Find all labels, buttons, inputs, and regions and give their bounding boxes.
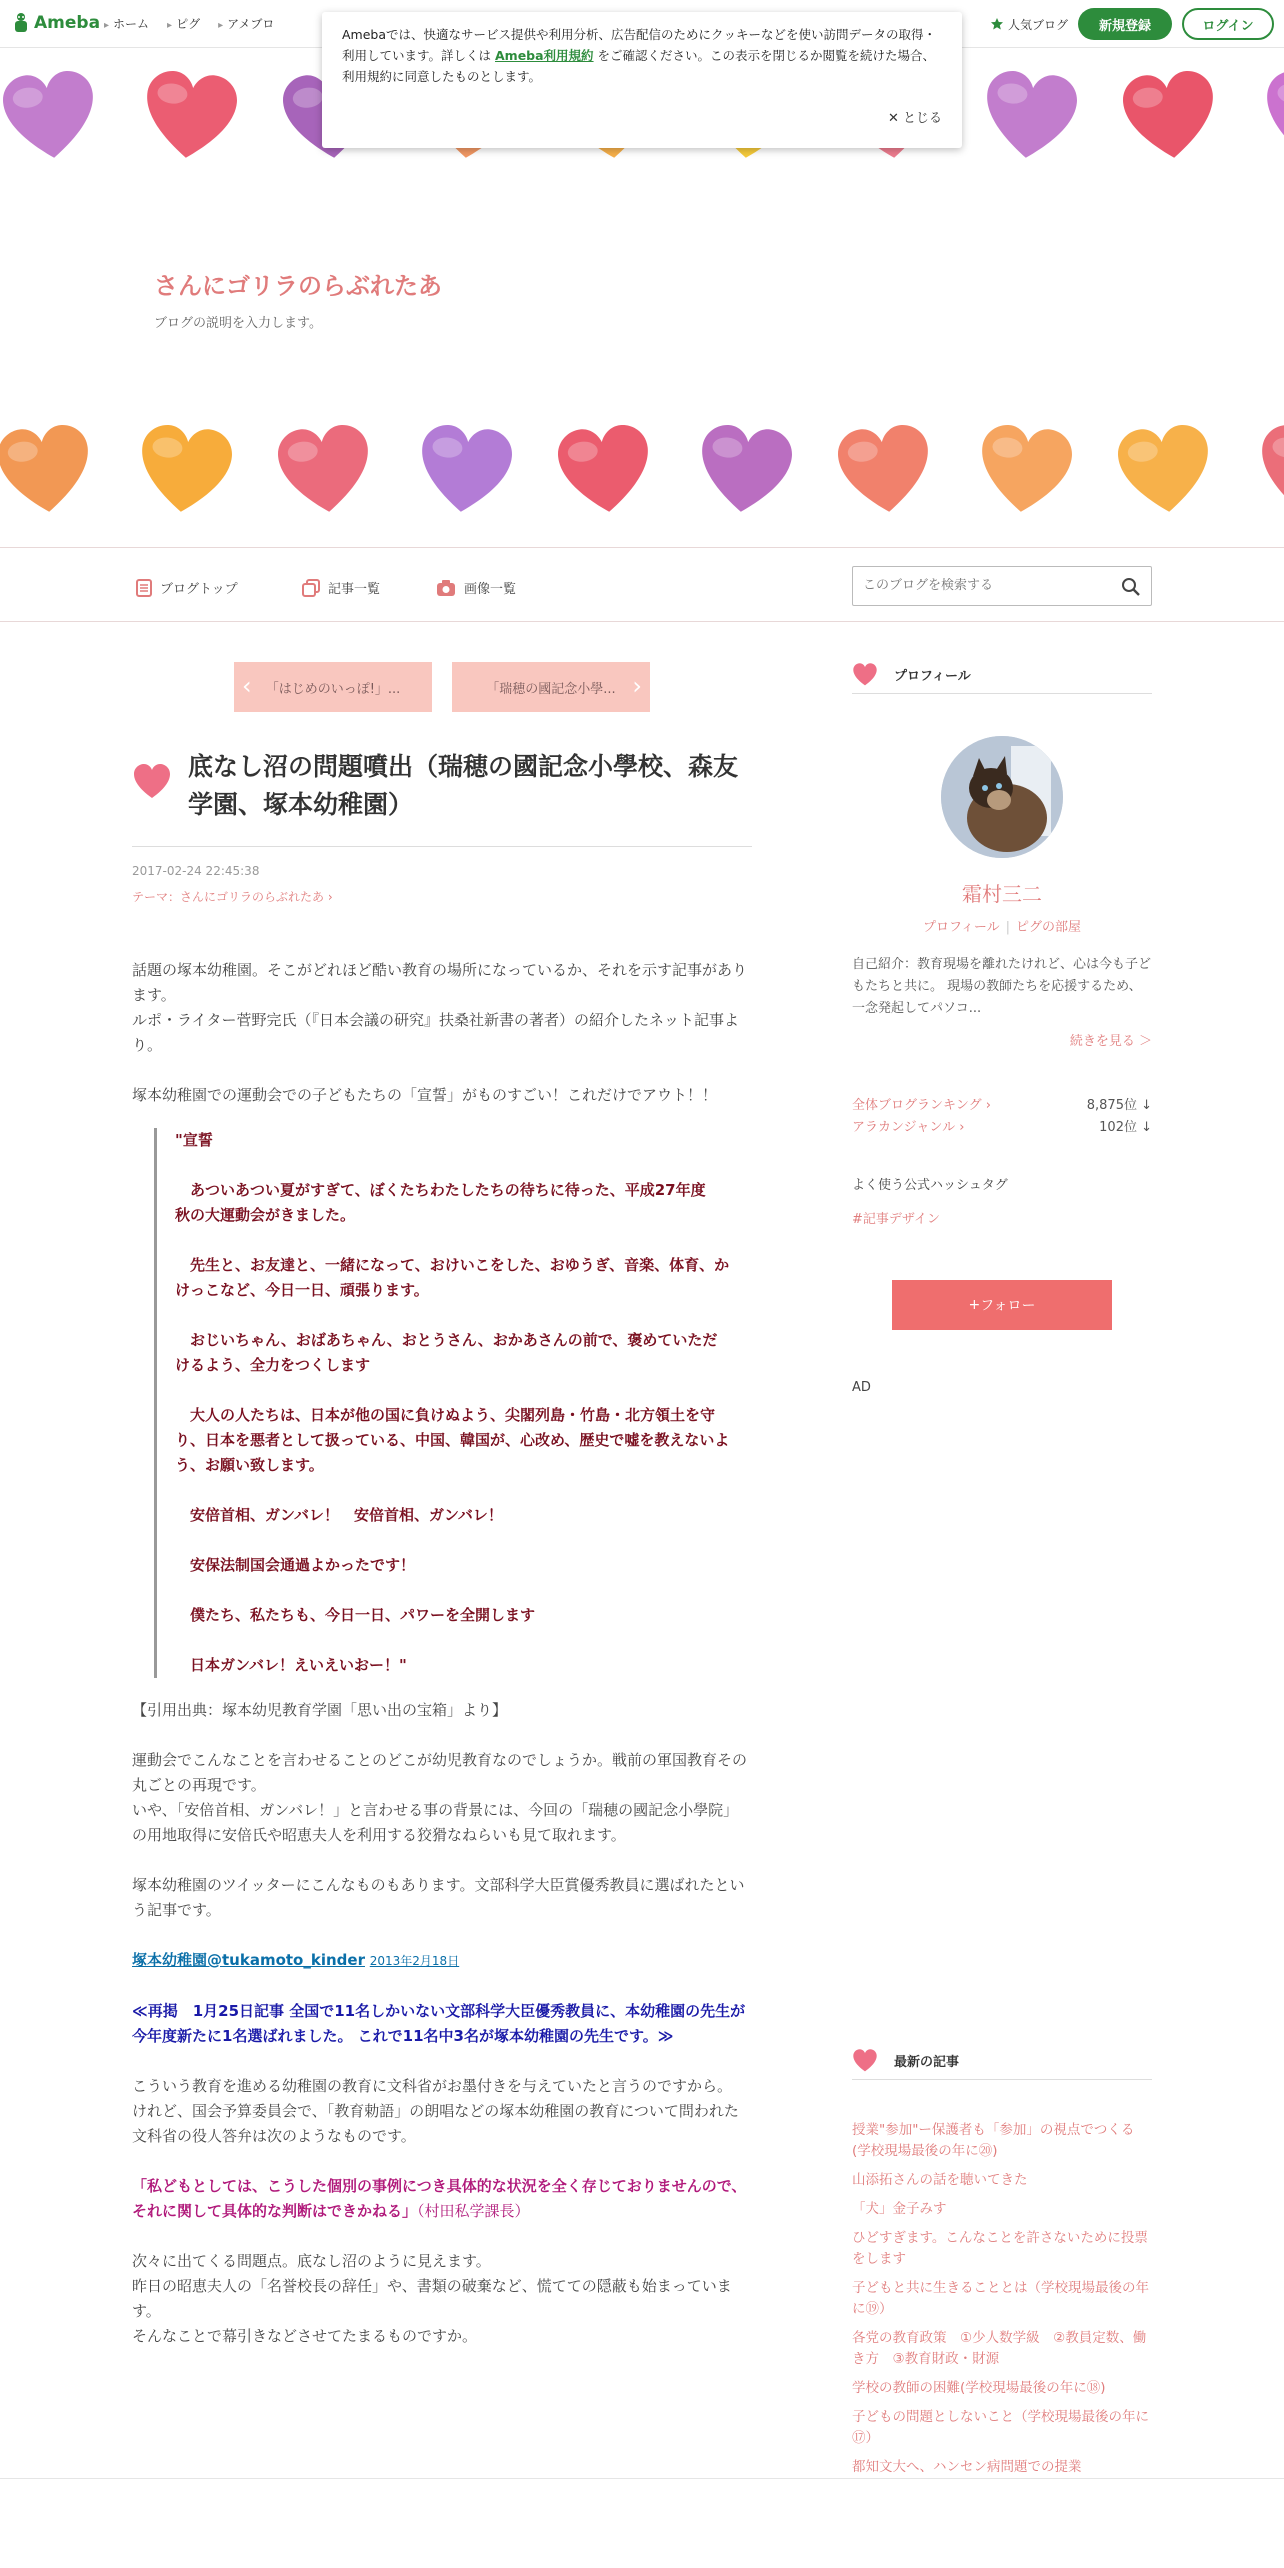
quote-line: 大人の人たちは、日本が他の国に負けぬよう、尖閣列島・竹島・北方領土を守り、日本を悪者として扱っている、中国、韓国が、心改め、歴史で嘘を教えないよう、お願い致します。 xyxy=(175,1406,730,1474)
prev-article-button[interactable] xyxy=(234,662,432,712)
article-theme-label: テーマ：さんにゴリラのらぶれたあ xyxy=(132,890,325,904)
heart-icon xyxy=(270,417,380,527)
star-icon xyxy=(990,17,1004,31)
quote-line: 安保法制国会通過よかったです！ xyxy=(190,1556,416,1574)
profile-heading xyxy=(852,656,1152,694)
heart-decoration-bottom xyxy=(0,422,1284,532)
next-article-label: 「瑞穂の國記念小學... xyxy=(486,681,616,697)
chevron-right-icon: ▸ xyxy=(104,20,110,31)
ranking-value: 8,875位 ↓ xyxy=(1086,1098,1152,1113)
heart-icon xyxy=(130,417,240,527)
cookie-text-after: をご確認ください。この表示を閉じるか閲覧を続けた場合、利用規約に同意したものとします。 xyxy=(342,48,936,84)
article-paragraph: けれど、国会予算委員会で、「教育勅語」の朗唱などの塚本幼稚園の教育について問われた文科省の役人答弁は次のようなものです。 xyxy=(132,2102,739,2145)
avatar[interactable] xyxy=(941,736,1063,858)
quote-line: 安倍首相、ガンバレ！ 安倍首相、ガンバレ！ xyxy=(190,1506,503,1524)
ministry-answer-attribution: （村田私学課長） xyxy=(417,2202,530,2220)
tweet-quote: ≪再掲 1月25日記事 全国で11名しかいない文部科学大臣優秀教員に、本幼稚園の先生が今年度新たに1名選ばれました。 これで11名中3名が塚本幼稚園の先生です。≫ xyxy=(132,2002,746,2045)
profile-intro: 自己紹介：教育現場を離れたけれど、心は今も子どもたちと共に。 現場の教師たちを応援するため、一念発起してパソコ... xyxy=(852,957,1152,1016)
article-paragraph: 話題の塚本幼稚園。そこがどれほど酷い教育の場所になっているか、それを示す記事があります。 xyxy=(132,961,748,1004)
article-paragraph: 昨日の昭恵夫人の「名誉校長の辞任」や、書類の破棄など、慌てての隠蔽も始まっています。 xyxy=(132,2277,732,2320)
next-article-button[interactable] xyxy=(452,662,650,712)
heart-icon xyxy=(1255,63,1284,173)
register-button[interactable]: 新規登録 xyxy=(1078,8,1172,40)
profile-link[interactable]: プロフィール xyxy=(922,920,1000,935)
heart-icon xyxy=(132,762,172,802)
subnav-label: 画像一覧 xyxy=(464,582,517,597)
blog-title[interactable]: さんにゴリラのらぶれたあ xyxy=(154,272,442,300)
hashtag-link[interactable]: #記事デザイン xyxy=(852,1212,940,1227)
cookie-notice xyxy=(322,12,962,148)
heart-icon xyxy=(0,63,105,173)
login-button[interactable]: ログイン xyxy=(1182,8,1274,40)
quote-line: おじいちゃん、おばあちゃん、おとうさん、おかあさんの前で、褒めていただけるよう、全力をつくします xyxy=(175,1331,718,1374)
quote-line: あついあつい夏がすぎて、ぼくたちわたしたちの待ちに待った、平成27年度 秋の大運動会がきました。 xyxy=(175,1181,721,1224)
article-theme-link[interactable] xyxy=(132,888,333,905)
chevron-right-icon: › xyxy=(959,1120,965,1135)
global-nav-right xyxy=(990,8,1274,40)
subnav-article-list[interactable] xyxy=(302,578,380,597)
quote-line: "宣誓 xyxy=(175,1131,213,1149)
plus-icon: + xyxy=(968,1297,981,1313)
ranking-link[interactable] xyxy=(852,1094,991,1113)
popular-blogs-label: 人気ブログ xyxy=(1007,17,1068,32)
recent-article-link[interactable]: 授業"参加"ー保護者も「参加」の視点でつくる(学校現場最後の年に⑳) xyxy=(852,2122,1135,2159)
article-header xyxy=(132,748,752,847)
global-nav-links xyxy=(104,15,274,32)
heart-icon xyxy=(410,417,520,527)
search-icon[interactable] xyxy=(1121,577,1141,597)
recent-articles-heading xyxy=(852,2042,1152,2080)
recent-article-link[interactable]: 学校の教師の困難(学校現場最後の年に⑱) xyxy=(852,2380,1106,2396)
subnav-image-list[interactable] xyxy=(436,578,516,597)
pig-room-link[interactable]: ピグの部屋 xyxy=(1016,920,1082,935)
heart-icon xyxy=(1110,417,1220,527)
recent-article-link[interactable]: 子どもの問題としないこと（学校現場最後の年に⑰） xyxy=(852,2409,1149,2446)
recent-article-link[interactable]: 都知文大へ、ハンセン病問題での提業 xyxy=(852,2459,1082,2475)
quote-line: 先生と、お友達と、一緒になって、おけいこをした、おゆうぎ、音楽、体育、かけっこなど、今日一日、頑張ります。 xyxy=(175,1256,730,1299)
recent-article-link[interactable]: 子どもと共に生きることとは（学校現場最後の年に⑲） xyxy=(852,2280,1149,2317)
search-input[interactable] xyxy=(863,578,1103,593)
blog-search xyxy=(852,566,1152,606)
heart-icon xyxy=(830,417,940,527)
ranking-label: アラカンジャンル xyxy=(852,1120,956,1135)
chevron-right-icon: › xyxy=(327,890,333,904)
nav-link-label: ピグ xyxy=(176,17,201,31)
ranking-row xyxy=(852,1094,1152,1113)
close-icon: ✕ xyxy=(887,111,899,126)
ranking-value: 102位 ↓ xyxy=(1099,1120,1152,1135)
chevron-right-icon: ▸ xyxy=(218,20,224,31)
quote-line: 日本ガンバレ！えいえいおー！" xyxy=(190,1656,407,1674)
nav-link-ameblo[interactable] xyxy=(218,15,274,32)
article-paragraph: 塚本幼稚園での運動会での子どもたちの「宣誓」がものすごい！これだけでアウト！！ xyxy=(132,1086,718,1104)
ranking-row xyxy=(852,1116,1152,1135)
copy-icon xyxy=(302,579,320,597)
subnav-label: 記事一覧 xyxy=(328,582,381,597)
ministry-answer-text: 「私どもとしては、こうした個別の事例につき具体的な状況を全く存じておりませんので、それに関して具体的な判断はできかねる」 xyxy=(132,2177,747,2220)
avatar-image xyxy=(941,736,1063,858)
ameba-logo[interactable] xyxy=(12,12,100,34)
heart-icon xyxy=(690,417,800,527)
heart-icon xyxy=(1115,63,1225,173)
article-paragraph: 運動会でこんなことを言わせることのどこが幼児教育なのでしょうか。戦前の軍国教育その丸ごとの再現です。 xyxy=(132,1751,748,1794)
ranking-link[interactable] xyxy=(852,1116,964,1135)
article-paragraph: そんなことで幕引きなどさせてたまるものですか。 xyxy=(132,2327,478,2345)
tweet-date-link[interactable]: 2013年2月18日 xyxy=(369,1954,460,1968)
chevron-left-icon: ‹ xyxy=(242,672,252,700)
heart-icon xyxy=(1250,417,1284,527)
chevron-right-icon: › xyxy=(632,672,642,700)
blog-subnav xyxy=(0,550,1284,622)
ranking-label: 全体ブログランキング xyxy=(852,1098,982,1113)
follow-button[interactable] xyxy=(892,1280,1112,1330)
heart-icon xyxy=(970,417,1080,527)
terms-link[interactable]: Ameba利用規約 xyxy=(495,48,594,63)
ministry-answer xyxy=(132,2174,752,2224)
heart-icon xyxy=(852,2048,878,2074)
article-paragraph: 次々に出てくる問題点。底なし沼のように見えます。 xyxy=(132,2252,491,2270)
chevron-right-icon: ▸ xyxy=(167,20,173,31)
blog-description: ブログの説明を入力します。 xyxy=(154,316,322,331)
hashtag-heading: よく使う公式ハッシュタグ xyxy=(852,1178,1008,1193)
article-date: 2017-02-24 22:45:38 xyxy=(132,864,260,878)
subnav-label: ブログトップ xyxy=(160,582,238,597)
article-paragraph: ルポ・ライター菅野完氏（『日本会議の研究』扶桑社新書の著者）の紹介したネット記事より。 xyxy=(132,1011,740,1054)
nav-link-label: ホーム xyxy=(113,17,150,31)
nav-link-home[interactable] xyxy=(104,15,149,32)
recent-heading-label: 最新の記事 xyxy=(894,2055,960,2070)
cookie-text: Amebaでは、快適なサービス提供や利用分析、広告配信のためにクッキーなどを使い訪問データの取得・利用しています。詳しくは xyxy=(342,27,937,63)
heart-icon xyxy=(135,63,245,173)
profile-links: プロフィール | ピグの部屋 xyxy=(922,920,1082,935)
heart-icon xyxy=(852,662,878,688)
profile-name[interactable]: 霜村三二 xyxy=(962,882,1042,906)
quote-source: 【引用出典：塚本幼児教育学園「思い出の宝箱」より】 xyxy=(132,1701,508,1719)
profile-heading-label: プロフィール xyxy=(894,669,971,684)
recent-article-link[interactable]: 山添拓さんの話を聴いてきた xyxy=(852,2172,1028,2188)
heart-icon xyxy=(0,417,100,527)
recent-articles-list xyxy=(852,2120,1152,2486)
footer-divider xyxy=(0,2478,1284,2479)
camera-icon xyxy=(436,579,456,597)
subnav-blog-top[interactable] xyxy=(136,578,238,597)
article-paragraph: いや、「安倍首相、ガンバレ！」と言わせる事の背景には、今回の「瑞穂の國記念小學院」の用地取得に安倍氏や昭恵夫人を利用する狡猾なねらいも見て取れます。 xyxy=(132,1801,739,1844)
chevron-right-icon: › xyxy=(985,1098,991,1113)
article-paragraph: 塚本幼稚園のツイッターにこんなものもあります。文部科学大臣賞優秀教員に選ばれたという記事です。 xyxy=(132,1876,745,1919)
cookie-close-label: とじる xyxy=(902,111,942,126)
nav-link-pig[interactable] xyxy=(167,15,200,32)
article-body xyxy=(132,958,752,2349)
heart-icon xyxy=(975,63,1085,173)
prev-article-label: 「はじめのいっぽ!」... xyxy=(265,681,401,697)
ameba-logo-icon xyxy=(12,12,30,34)
recent-article-link[interactable]: 各党の教育政策 ①少人数学級 ②教員定数、働き方 ③教育財政・財源 xyxy=(852,2330,1147,2367)
nav-link-label: アメブロ xyxy=(227,17,275,31)
popular-blogs-link[interactable] xyxy=(990,16,1068,33)
cookie-close-button[interactable] xyxy=(888,108,942,129)
article-blockquote xyxy=(154,1128,752,1678)
recent-article-link[interactable]: 「犬」金子みす xyxy=(852,2201,947,2217)
ameba-logo-text: Ameba xyxy=(34,13,101,33)
heart-icon xyxy=(550,417,660,527)
ad-label: AD xyxy=(852,1380,871,1395)
quote-line: 僕たち、私たちも、今日一日、パワーを全開します xyxy=(190,1606,536,1624)
recent-article-link[interactable]: ひどすぎます。こんなことを許さないために投票をします xyxy=(852,2230,1148,2267)
follow-label: フォロー xyxy=(980,1298,1036,1314)
tweet-account-link[interactable]: 塚本幼稚園@tukamoto_kinder xyxy=(132,1951,365,1969)
article-paragraph: こういう教育を進める幼稚園の教育に文科省がお墨付きを与えていたと言うのですから。 xyxy=(132,2077,733,2095)
document-icon xyxy=(136,579,152,597)
read-more-link[interactable]: 続きを見る ＞ xyxy=(1069,1034,1152,1049)
article-title: 底なし沼の問題噴出（瑞穂の國記念小學校、森友学園、塚本幼稚園） xyxy=(188,752,739,819)
tweet-reference xyxy=(132,1948,752,1974)
